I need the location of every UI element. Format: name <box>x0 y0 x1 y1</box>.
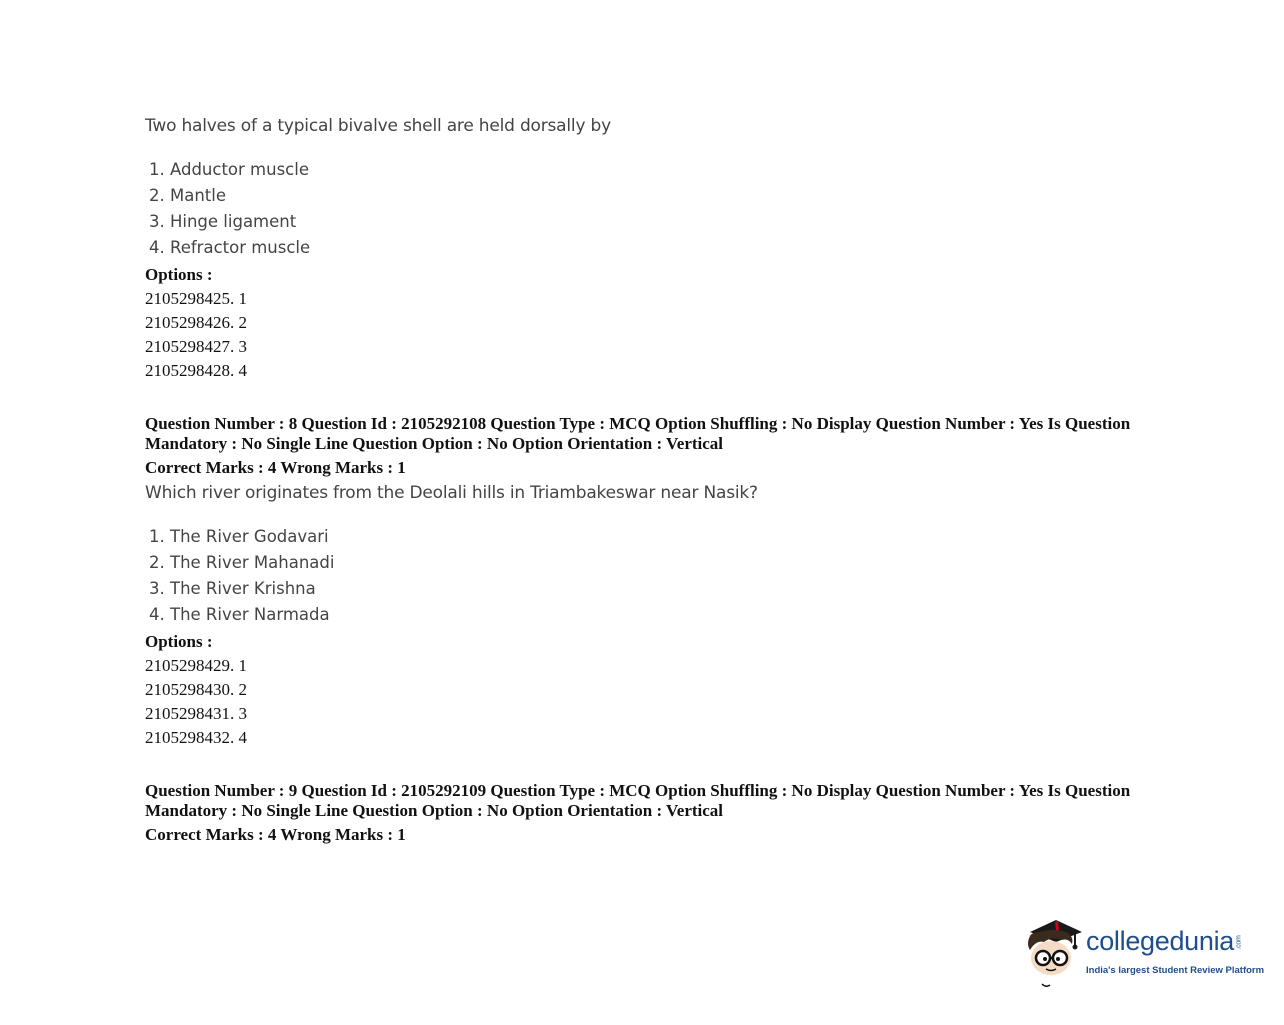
question-8-option-3: 2105298431. 3 <box>145 704 247 723</box>
question-7-choice-3: 3. Hinge ligament <box>149 212 297 231</box>
question-8-choice-2: 2. The River Mahanadi <box>149 553 335 572</box>
question-8-meta: Question Number : 8 Question Id : 2105292108 Question Type : MCQ Option Shuffling : No Display Question Number : Yes Is Question Mandatory : No Single Line Question Option : No Option Orientation : Vertical <box>145 414 1131 453</box>
question-8-text: Which river originates from the Deolali hills in Triambakeswar near Nasik? <box>145 483 758 503</box>
question-8-choice-1: 1. The River Godavari <box>149 527 329 546</box>
question-7-option-2: 2105298426. 2 <box>145 313 247 332</box>
logo-suffix: .com <box>1235 935 1243 950</box>
question-9-meta: Question Number : 9 Question Id : 2105292109 Question Type : MCQ Option Shuffling : No Display Question Number : Yes Is Question Mandatory : No Single Line Question Option : No Option Orientation : Vertical <box>145 781 1131 820</box>
question-7-text: Two halves of a typical bivalve shell are held dorsally by <box>145 116 611 136</box>
logo-tagline: India's largest Student Review Platform <box>1086 965 1265 976</box>
question-8-choice-4: 4. The River Narmada <box>149 605 330 624</box>
question-8-marks: Correct Marks : 4 Wrong Marks : 1 <box>145 458 406 477</box>
question-7-option-4: 2105298428. 4 <box>145 361 247 380</box>
question-7-option-1: 2105298425. 1 <box>145 289 247 308</box>
question-7-choice-4: 4. Refractor muscle <box>149 238 311 257</box>
question-8-option-4: 2105298432. 4 <box>145 728 247 747</box>
question-9-marks: Correct Marks : 4 Wrong Marks : 1 <box>145 825 406 844</box>
question-8-choice-3: 3. The River Krishna <box>149 579 316 598</box>
question-8-options-label: Options : <box>145 632 213 651</box>
question-8-option-2: 2105298430. 2 <box>145 680 247 699</box>
logo-wordmark: collegedunia.com <box>1086 926 1243 956</box>
mascot-icon <box>1022 914 1084 990</box>
collegedunia-logo <box>1022 914 1265 992</box>
question-7-choice-1: 1. Adductor muscle <box>149 160 309 179</box>
question-7-options-label: Options : <box>145 265 213 284</box>
question-7-option-3: 2105298427. 3 <box>145 337 247 356</box>
question-7-choice-2: 2. Mantle <box>149 186 226 205</box>
question-8-option-1: 2105298429. 1 <box>145 656 247 675</box>
